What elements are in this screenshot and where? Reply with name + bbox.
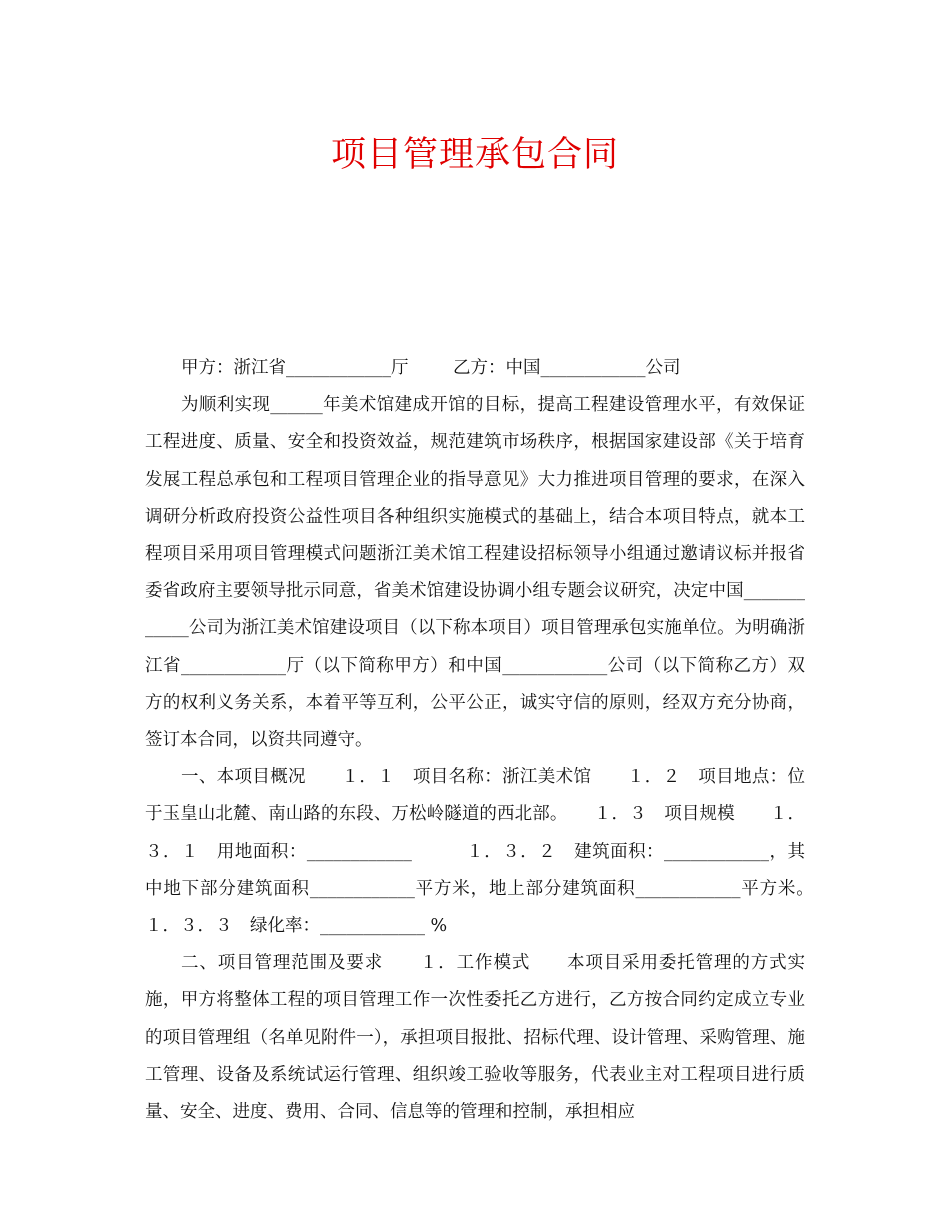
document-body: [145, 350, 840, 1131]
paragraph-section-2: 二、项目管理范围及要求 １．工作模式 本项目采用委托管理的方式实施，甲方将整体工程的项目管理工作一次性委托乙方进行，乙方按合同约定成立专业的项目管理组（名单见附件一），承担项目报批、招标代理、设计管理、采购管理、施工管理、设备及系统试运行管理、组织竣工验收等服务，代表业主对工程项目进行质量、安全、进度、费用、合同、信息等的管理和控制，承担相应: [145, 953, 805, 1123]
paragraph-section-1: 一、本项目概况 １．１ 项目名称：浙江美术馆 １．２ 项目地点：位于玉皇山北麓、南山路的东段、万松岭隧道的西北部。 １．３ 项目规模 １．３．１ 用地面积：____________ １．３．２ 建筑面积：____________，其中地下部分建筑面积____________平方米，地上部分建筑面积____________平方米。 １．３．３ 绿化率：____________ %: [145, 767, 840, 937]
paragraph-preamble: 为顺利实现______年美术馆建成开馆的目标，提高工程建设管理水平，有效保证工程进度、质量、安全和投资效益，规范建筑市场秩序，根据国家建设部《关于培育发展工程总承包和工程项目管理企业的指导意见》大力推进项目管理的要求，在深入调研分析政府投资公益性项目各种组织实施模式的基础上，结合本项目特点，就本工程项目采用项目管理模式问题浙江美术馆工程建设招标领导小组通过邀请议标并报省委省政府主要领导批示同意，省美术馆建设协调小组专题会议研究，决定中国____________公司为浙江美术馆建设项目（以下称本项目）项目管理承包实施单位。为明确浙江省____________厅（以下简称甲方）和中国____________公司（以下简称乙方）双方的权利义务关系，本着平等互利，公平公正，诚实守信的原则，经双方充分协商，签订本合同，以资共同遵守。: [145, 395, 805, 751]
document-title: 项目管理承包合同: [330, 135, 619, 175]
parties-line: 甲方：浙江省____________厅 乙方：中国____________公司: [181, 358, 681, 378]
